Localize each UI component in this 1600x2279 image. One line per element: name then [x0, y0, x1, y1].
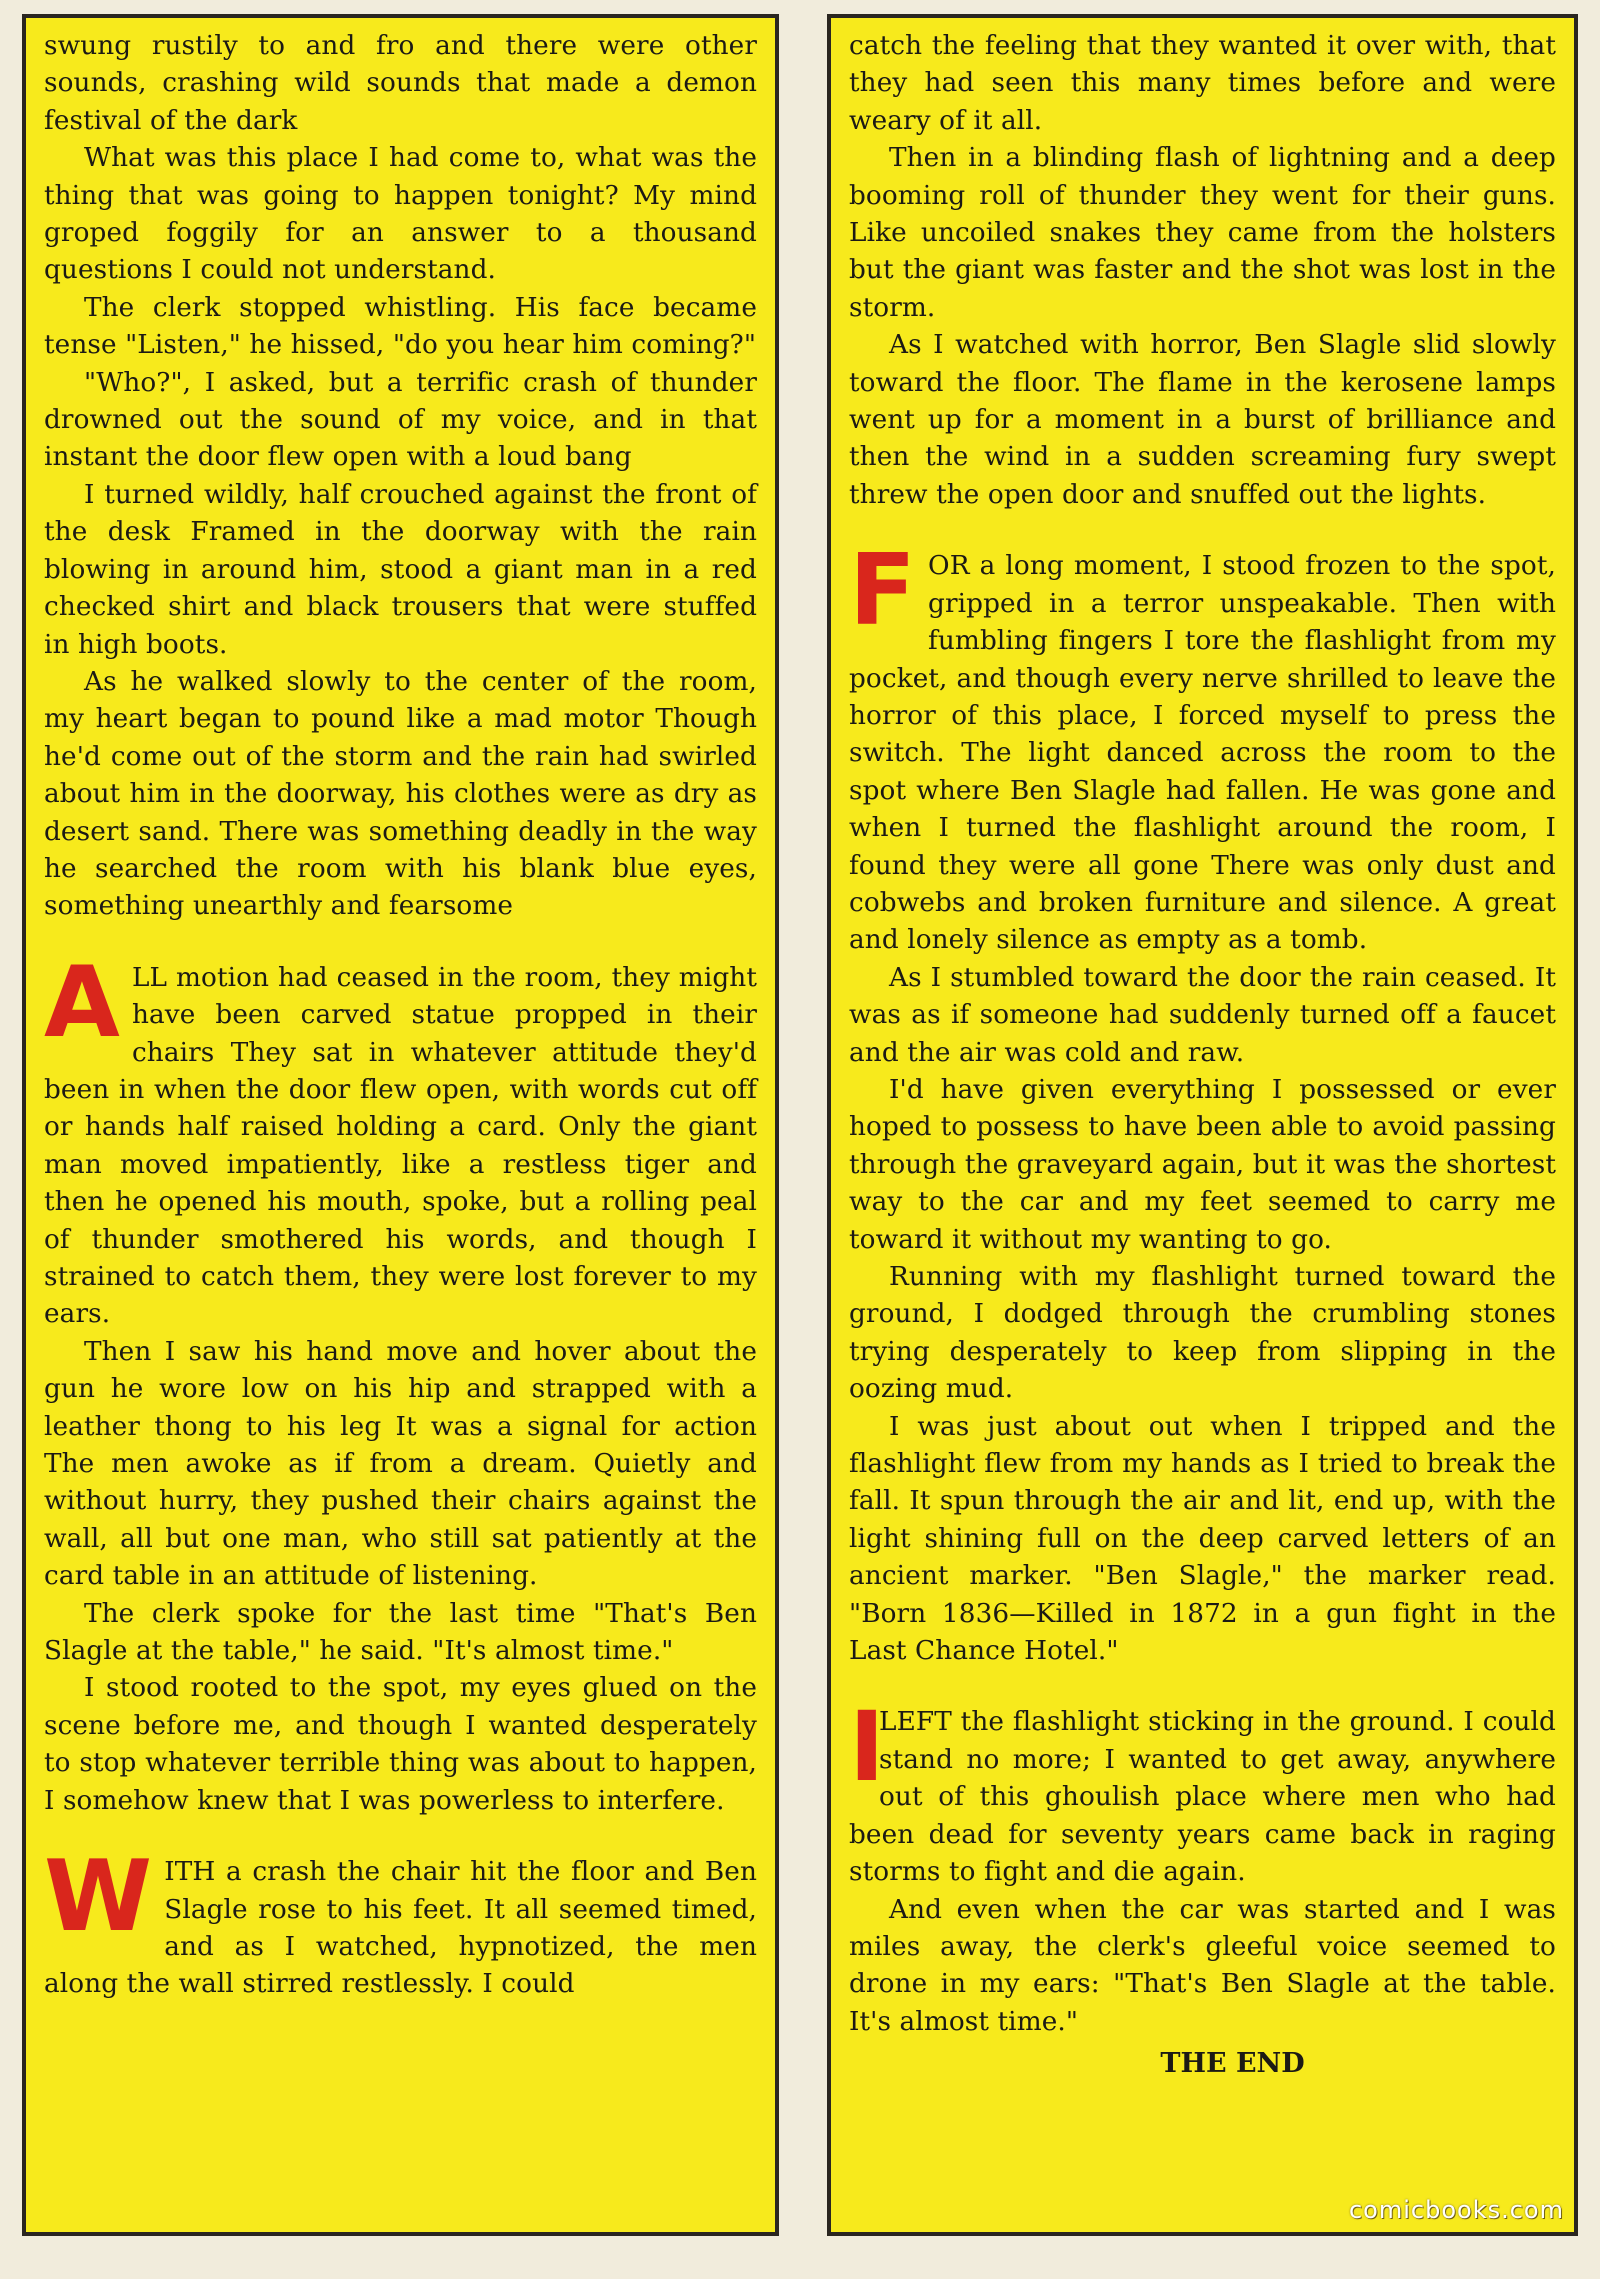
paragraph: As I watched with horror, Ben Slagle slid slowly toward the floor. The flame in the kerosene lamps went up for a moment in a burst of brilliance and then the wind in a sudden screaming fury swept threw the open door and snuffed out the lights.	[849, 330, 1556, 510]
section-text: LEFT the flashlight sticking in the ground. I could stand no more; I wanted to get away, anywhere out of this ghoulish place where men who had been dead for seventy years came back in raging storms to fight and die again.	[849, 1707, 1556, 1888]
paragraph: And even when the car was started and I was miles away, the clerk's gleeful voice seemed to drone in my ears: "That's Ben Slagle at the table. It's almost time."	[849, 1894, 1556, 2037]
paragraph: Running with my flashlight turned toward the ground, I dodged through the crumbling stones trying desperately to keep from slipping in the oozing mud.	[849, 1262, 1556, 1405]
paragraph: I turned wildly, half crouched against the front of the desk Framed in the doorway with the rain blowing in around him, stood a giant man in a red checked shirt and black trousers that were stuffed in high boots.	[44, 479, 757, 660]
drop-cap-i: I	[849, 1691, 885, 1804]
section-paragraph	[849, 534, 1556, 959]
paragraph: Then I saw his hand move and hover about the gun he wore low on his hip and strapped with a leather thong to his leg It was a signal for action The men awoke as if from a dream. Quietly and without hurry, they pushed their chairs against the wall, all but one man, who still sat patiently at the card table in an attitude of listening.	[44, 1336, 757, 1592]
section-text: OR a long moment, I stood frozen to the spot, gripped in a terror unspeakable. Then with fumbling fingers I tore the flashlight from my pocket, and though every nerve shrilled to leave the horror of this place, I forced myself to press the switch. The light danced across the room to the spot where Ben Slagle had fallen. He was gone and when I turned the flashlight around the room, I found they were all gone There was only dust and cobwebs and broken furniture and silence. A great and lonely silence as empty as a tomb.	[849, 551, 1556, 956]
watermark: comicbooks.com	[1348, 2196, 1564, 2224]
the-end-label: THE END	[1160, 2048, 1305, 2080]
paragraph: I was just about out when I tripped and the flashlight flew from my hands as I tried to break the fall. It spun through the air and lit, end up, with the light shining full on the deep carved letters of an ancient marker. "Ben Slagle," the marker read. "Born 1836—Killed in 1872 in a gun fight in the Last Chance Hotel."	[849, 1411, 1556, 1667]
section-paragraph	[849, 1691, 1556, 1891]
paragraph: I'd have given everything I possessed or ever hoped to possess to have been able to avoid passing through the graveyard again, but it was the shortest way to the car and my feet seemed to carry me toward it without my wanting to go.	[849, 1074, 1556, 1255]
paragraph: Then in a blinding flash of lightning and a deep booming roll of thunder they went for their guns. Like uncoiled snakes they came from the holsters but the giant was faster and the shot was lost in the storm.	[849, 143, 1556, 323]
drop-cap-f: F	[849, 534, 917, 649]
section-paragraph	[44, 1840, 757, 2004]
paragraph: What was this place I had come to, what was the thing that was going to happen tonight? My mind groped foggily for an answer to a thousand questions I could not understand.	[44, 143, 757, 286]
section-paragraph	[44, 945, 757, 1334]
paragraph: The clerk spoke for the last time "That's Ben Slagle at the table," he said. "It's almost time."	[44, 1598, 757, 1667]
paragraph: I stood rooted to the spot, my eyes glued on the scene before me, and though I wanted desperately to stop whatever terrible thing was about to happen, I somehow knew that I was powerless to interfere.	[44, 1673, 757, 1816]
section-text: ITH a crash the chair hit the floor and Ben Slagle rose to his feet. It all seemed timed, and as I watched, hypnotized, the men along the wall stirred restlessly. I could	[44, 1857, 757, 2000]
paragraph: "Who?", I asked, but a terrific crash of thunder drowned out the sound of my voice, and in that instant the door flew open with a loud bang	[44, 367, 757, 473]
paragraph: The clerk stopped whistling. His face became tense "Listen," he hissed, "do you hear him coming?"	[44, 292, 757, 361]
paragraph: As he walked slowly to the center of the room, my heart began to pound like a mad motor Though he'd come out of the storm and the rain had swirled about him in the doorway, his clothes were as dry as desert sand. There was something deadly in the way he searched the room with his blank blue eyes, something unearthly and fearsome	[44, 666, 757, 922]
drop-cap-a: A	[44, 945, 120, 1060]
paragraph: catch the feeling that they wanted it over with, that they had seen this many times before and were weary of it all.	[849, 31, 1556, 136]
right-column	[827, 14, 1578, 2236]
drop-cap-w: W	[44, 1840, 153, 1955]
paragraph: swung rustily to and fro and there were other sounds, crashing wild sounds that made a demon festival of the dark	[44, 31, 757, 136]
section-text: LL motion had ceased in the room, they might have been carved statue propped in their chairs They sat in whatever attitude they'd been in when the door flew open, with words cut off or hands half raised holding a card. Only the giant man moved impatiently, like a restless tiger and then he opened his mouth, spoke, but a rolling peal of thunder smothered his words, and though I strained to catch them, they were lost forever to my ears.	[44, 962, 757, 1330]
paragraph: As I stumbled toward the door the rain ceased. It was as if someone had suddenly turned off a faucet and the air was cold and raw.	[849, 962, 1556, 1068]
left-column	[22, 14, 779, 2236]
